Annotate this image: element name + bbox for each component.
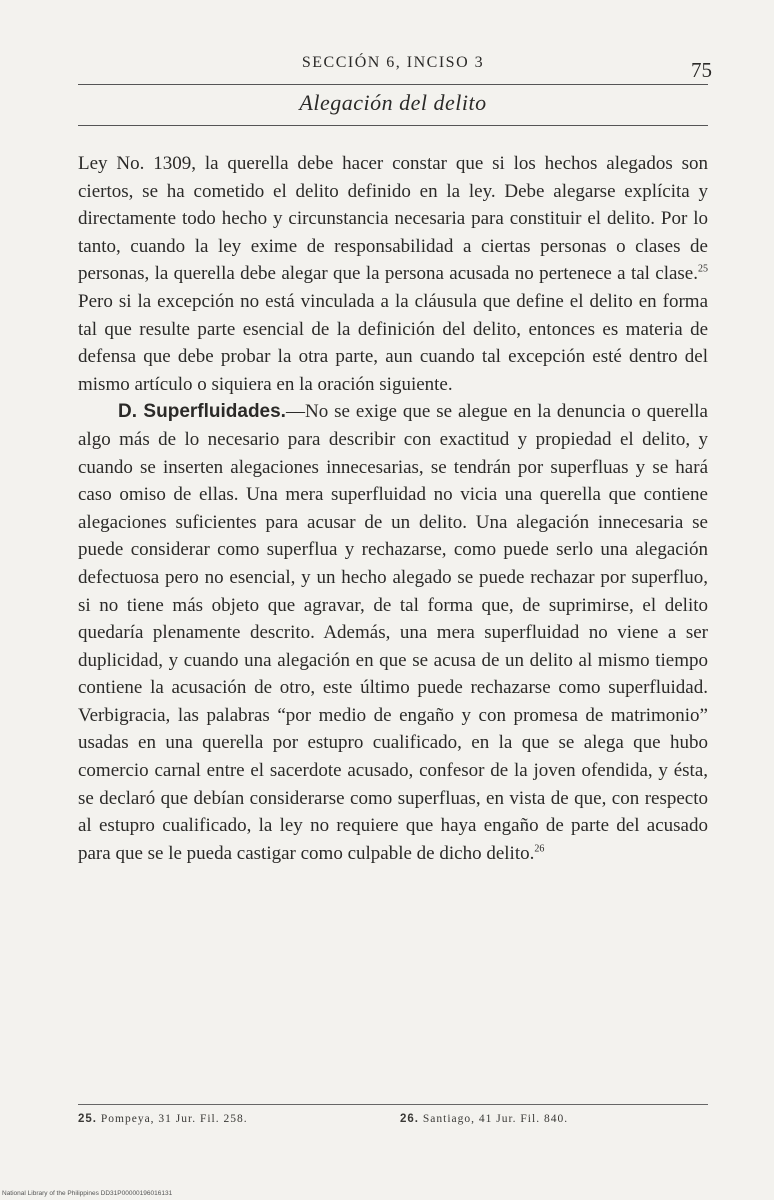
paragraph-2	[78, 398, 708, 867]
footnote-text: Santiago, 41 Jur. Fil. 840.	[422, 1113, 569, 1125]
library-watermark: National Library of the Philippines DD31P00000196016131	[2, 1190, 173, 1197]
footnote-text: Pompeya, 31 Jur. Fil. 258.	[100, 1113, 248, 1125]
footnote-ref-25: 25	[698, 264, 708, 276]
header-rule-top	[78, 84, 708, 85]
footnote-25	[78, 1113, 248, 1125]
footnote-ref-26: 26	[534, 843, 545, 855]
footnote-rule	[78, 1104, 708, 1105]
section-title: Alegación del delito	[299, 90, 487, 115]
paragraph-2-text: —No se exige que se alegue en la denuncia o querella algo más de lo necesario para describir con exactitud y propiedad el delito, y cuando se inserten alegaciones innecesarias, se tendrán por superfluas y se hará caso omiso de ellas. Una mera superfluidad no vicia una querella que contiene alegaciones suficientes para acusar de un delito. Una alegación innecesaria se puede considerar como superflua y rechazarse, como puede serlo una alegación defectuosa pero no esencial, y un hecho alegado se puede rechazar por superfluo, si no tiene más objeto que agravar, de tal forma que, de suprimirse, el delito quedaría plenamente descrito. Además, una mera superfluidad no viene a ser duplicidad, y cuando una alegación en que se acusa de un delito al mismo tiempo contiene la acusación de otro, este último puede rechazarse como superfluidad. Verbigracia, las palabras “por medio de engaño y con promesa de matrimonio” usadas en una querella por estupro cualificado, en la que se alega que hubo comercio carnal entre el sacerdote acusado, confesor de la joven ofendida, y ésta, se declaró que debían considerarse como superfluas, en vista de que, con respecto al estupro cualificado, la ley no requiere que haya engaño de parte del acusado para que se le pueda castigar como culpable de dicho delito.	[78, 401, 708, 864]
header-rule-bottom	[78, 125, 708, 126]
body-text	[78, 150, 708, 867]
footnote-26	[400, 1113, 568, 1125]
running-head: SECCIÓN 6, INCISO 3	[301, 54, 485, 71]
footnote-number: 26.	[400, 1113, 419, 1125]
subheading-superfluidades: D. Superfluidades.	[118, 401, 286, 423]
paragraph-1	[78, 150, 708, 398]
paragraph-1-text: Ley No. 1309, la querella debe hacer constar que si los hechos alegados son ciertos, se ha cometido el delito definido en la ley. Debe alegarse explícita y directamente todo hecho y circunstancia necesaria para constituir el delito. Por lo tanto, cuando la ley exime de responsabilidad a ciertas personas o clases de personas, la querella debe alegar que la persona acusada no pertenece a tal clase.	[78, 153, 708, 285]
paragraph-1-continuation: Pero si la excepción no está vinculada a la cláusula que define el delito en forma tal que resulte parte esencial de la definición del delito, entonces es materia de defensa que debe probar la otra parte, aun cuando tal excepción esté dentro del mismo artículo o siquiera en la oración siguiente.	[78, 290, 708, 395]
footnote-number: 25.	[78, 1113, 97, 1125]
page-number: 75	[691, 58, 712, 82]
